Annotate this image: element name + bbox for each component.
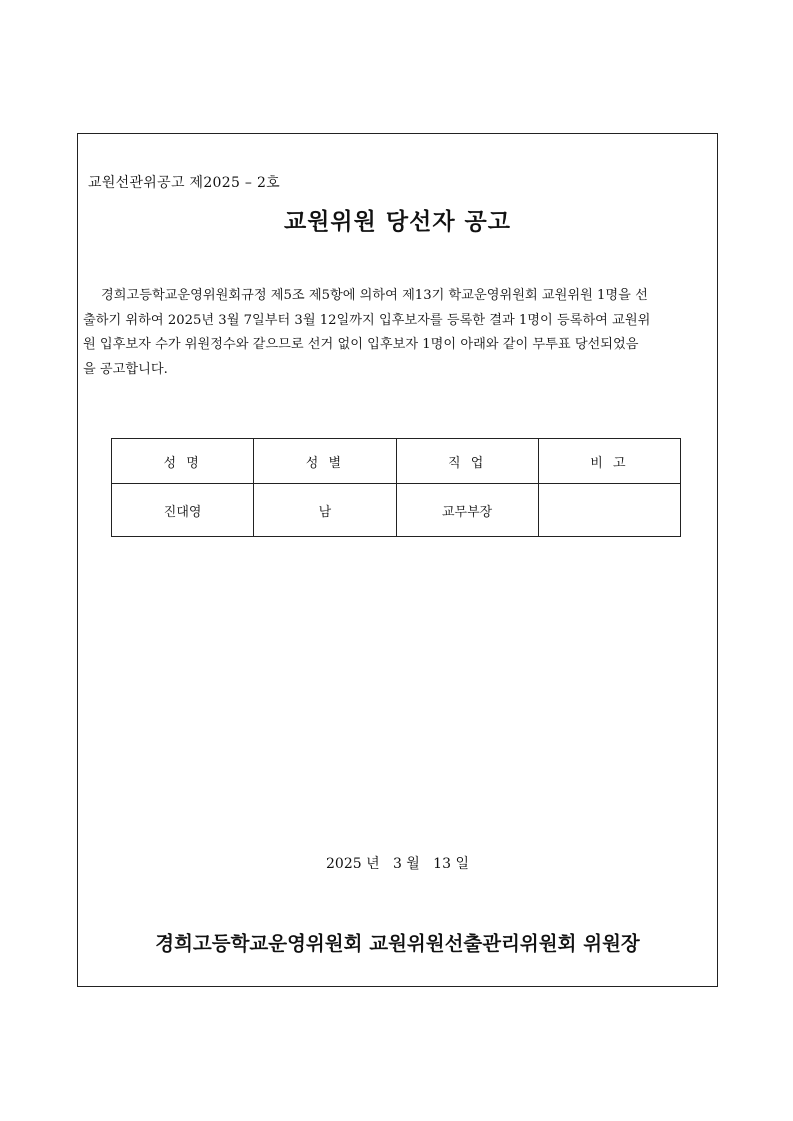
cell-remarks [538,484,680,537]
cell-name: 진대영 [112,484,254,537]
header-name: 성 명 [112,439,254,484]
header-occupation: 직 업 [396,439,538,484]
cell-occupation: 교무부장 [396,484,538,537]
cell-gender: 남 [254,484,396,537]
table-row [112,484,681,537]
header-remarks: 비 고 [538,439,680,484]
body-line: 을 공고합니다. [83,361,168,377]
notice-number: 교원선관위공고 제2025 – 2호 [88,175,281,191]
issuer-signature: 경희고등학교운영위원회 교원위원선출관리위원회 위원장 [155,932,640,955]
table-header-row [112,439,681,484]
elected-member-table [111,438,681,537]
header-gender: 성 별 [254,439,396,484]
notice-body [83,284,717,382]
body-line: 원 입후보자 수가 위원정수와 같으므로 선거 없이 입후보자 1명이 아래와 같이 무투표 당선되었음 [83,337,639,352]
notice-date: 2025 년 3 월 13 일 [326,856,469,872]
document-title: 교원위원 당선자 공고 [284,209,511,235]
body-line: 출하기 위하여 2025년 3월 7일부터 3월 12일까지 입후보자를 등록한 결과 1명이 등록하여 교원위 [83,312,651,328]
body-line: 경희고등학교운영위원회규정 제5조 제5항에 의하여 제13기 학교운영위원회 교원위원 1명을 선 [101,288,648,303]
